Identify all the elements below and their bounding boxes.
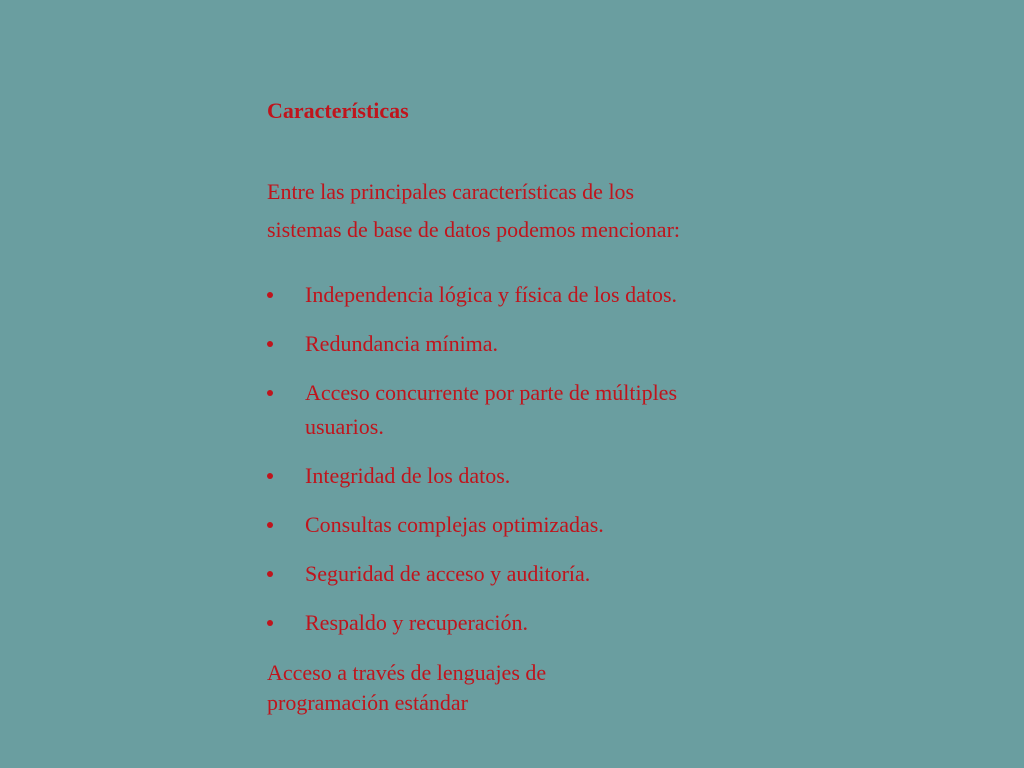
list-item-text [305, 557, 787, 591]
list-item-text [305, 327, 787, 361]
list-item-line: usuarios. [305, 414, 384, 439]
list-item-line: Integridad de los datos. [305, 463, 511, 488]
list-item [267, 376, 787, 444]
list-item [267, 278, 787, 312]
closing-paragraph [267, 658, 787, 718]
list-item-text [305, 459, 787, 493]
list-item-line: Consultas complejas optimizadas. [305, 512, 604, 537]
list-item-text [305, 278, 787, 312]
bullet-icon [267, 473, 273, 479]
closing-line: Acceso a través de lenguajes de [267, 660, 547, 685]
feature-list [267, 278, 787, 655]
bullet-icon [267, 571, 273, 577]
intro-line: Entre las principales características de los [267, 179, 635, 204]
list-item-text [305, 508, 787, 542]
list-item [267, 557, 787, 591]
closing-line: programación estándar [267, 690, 468, 715]
list-item-line: Seguridad de acceso y auditoría. [305, 561, 591, 586]
slide-title: Características [267, 98, 409, 123]
list-item-text [305, 376, 787, 444]
list-item-line: Respaldo y recuperación. [305, 610, 528, 635]
bullet-icon [267, 522, 273, 528]
intro-paragraph [267, 173, 787, 249]
list-item-line: Independencia lógica y física de los datos. [305, 282, 678, 307]
bullet-icon [267, 341, 273, 347]
list-item [267, 508, 787, 542]
bullet-icon [267, 620, 273, 626]
list-item [267, 606, 787, 640]
intro-line: sistemas de base de datos podemos mencionar: [267, 217, 681, 242]
list-item-line: Acceso concurrente por parte de múltiples [305, 380, 678, 405]
bullet-icon [267, 390, 273, 396]
list-item [267, 327, 787, 361]
list-item-line: Redundancia mínima. [305, 331, 499, 356]
bullet-icon [267, 292, 273, 298]
list-item-text [305, 606, 787, 640]
list-item [267, 459, 787, 493]
